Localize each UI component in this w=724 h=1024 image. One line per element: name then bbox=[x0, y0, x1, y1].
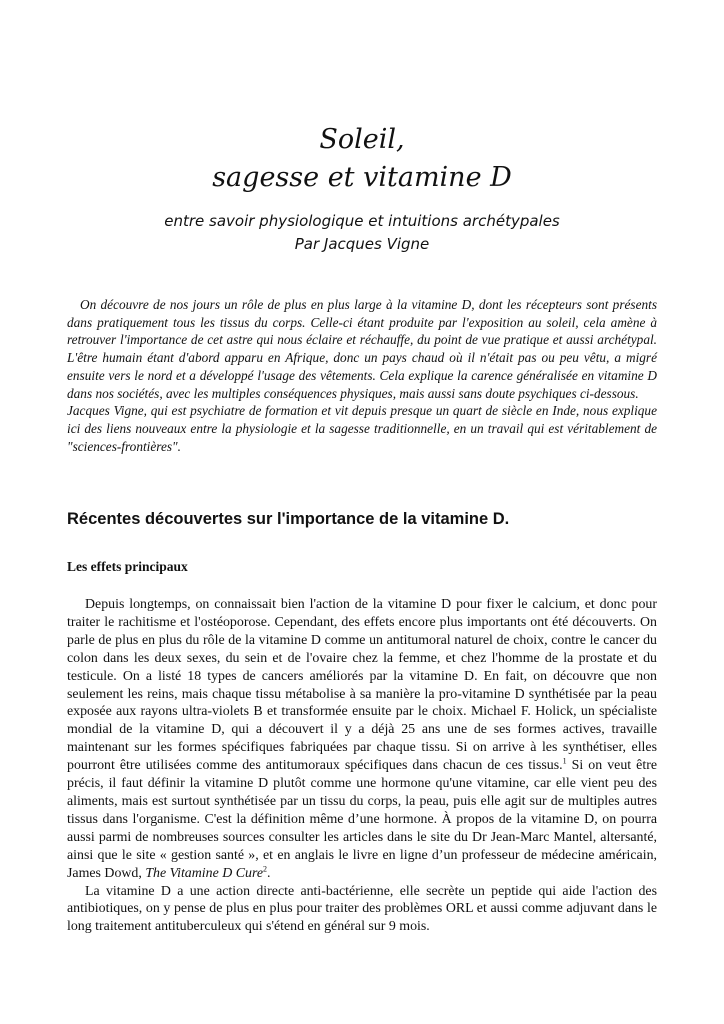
subtitle: entre savoir physiologique et intuitions archétypales bbox=[164, 212, 560, 230]
body-paragraph-1-end: . bbox=[267, 865, 271, 881]
book-title: The Vitamine D Cure bbox=[145, 865, 263, 881]
body-paragraph-1-part-1: Depuis longtemps, on connaissait bien l'action de la vitamine D pour fixer le calcium, et donc pour traiter le rachitisme et l'ostéoporose. Cependant, des effets encore plus importants ont été découverts. On parle de plus en plus du rôle de la vitamine D comme un antitumoral naturel de choix, contre le cancer du colon dans les deux sexes, du sein et de l'ovaire chez la femme, et chez l'homme de la prostate et du testicule. On a listé 18 types de cancers améliorés par la vitamine D. En fait, on découvre que non seulement les reins, mais chaque tissu métabolise à sa manière la pro-vitamine D synthétisée par la peau exposée aux rayons ultra-violets B et transformée ensuite par le choix. Michael F. Holick, un spécialiste mondial de la vitamine D, qui a découvert il y a déjà 25 ans une de ses formes actives, travaille maintenant sur les formes spécifiques fabriquées par chaque tissu. Si on arrive à les synthétiser, elles pourront être utilisées comme des antitumoraux spécifiques dans chacun de ces tissus. bbox=[67, 597, 657, 774]
intro-paragraph-2: Jacques Vigne, qui est psychiatre de formation et vit depuis presque un quart de siècle en Inde, nous explique ici des liens nouveaux entre la physiologie et la sagesse traditionnelle, en un travail qui est véritablement de "sciences-frontières". bbox=[67, 403, 657, 454]
body-text bbox=[67, 596, 657, 936]
subsection-heading: Les effets principaux bbox=[67, 559, 188, 574]
body-paragraph-1 bbox=[67, 596, 657, 883]
footnote-ref-1[interactable]: 1 bbox=[562, 756, 567, 766]
intro-paragraph-1: On découvre de nos jours un rôle de plus en plus large à la vitamine D, dont les récepteurs sont présents dans pratiquement tous les tissus du corps. Celle-ci étant produite par l'exposition au soleil, cela amène à retrouver l'importance de cet astre qui nous éclaire et réchauffe, du point de vue pratique et aussi archétypal. L'être humain étant d'abord apparu en Afrique, donc un pays chaud où il n'était pas ou peu vêtu, a migré ensuite vers le nord et a développé l'usage des vêtements. Cela explique la carence généralisée en vitamine D dans nos sociétés, avec les multiples conséquences physiques, mais aussi sans doute psychiques ci-dessous. bbox=[67, 297, 657, 401]
author-byline: Par Jacques Vigne bbox=[294, 235, 430, 253]
body-paragraph-2: La vitamine D a une action directe anti-bactérienne, elle secrète un peptide qui aide l'action des antibiotiques, on y pense de plus en plus pour traiter des problèmes ORL et aussi comme adjuvant dans le long traitement antituberculeux qui s'étend en général sur 9 mois. bbox=[67, 883, 657, 935]
body-paragraph-1-part-2: Si on veut être précis, il faut définir la vitamine D plutôt comme une hormone qu'une vitamine, car elle vient peu des aliments, mais est surtout synthétisée par un tissu du corps, la peau, puis elle agit sur de multiples autres tissus dans l'organisme. C'est la définition même d’une hormone. À propos de la vitamine D, on pourra aussi parmi de nombreuses sources consulter les articles dans le site du Dr Jean-Marc Mantel, altersanté, ainsi que le site « gestion santé », et en anglais le livre en ligne d’un professeur de médecine américain, James Dowd, bbox=[67, 758, 657, 881]
footnote-ref-2[interactable]: 2 bbox=[263, 863, 267, 873]
title-line-1: Soleil, bbox=[319, 124, 405, 155]
section-heading: Récentes découvertes sur l'importance de la vitamine D. bbox=[67, 510, 510, 528]
title-line-2: sagesse et vitamine D bbox=[212, 162, 512, 193]
intro-abstract bbox=[67, 296, 657, 455]
